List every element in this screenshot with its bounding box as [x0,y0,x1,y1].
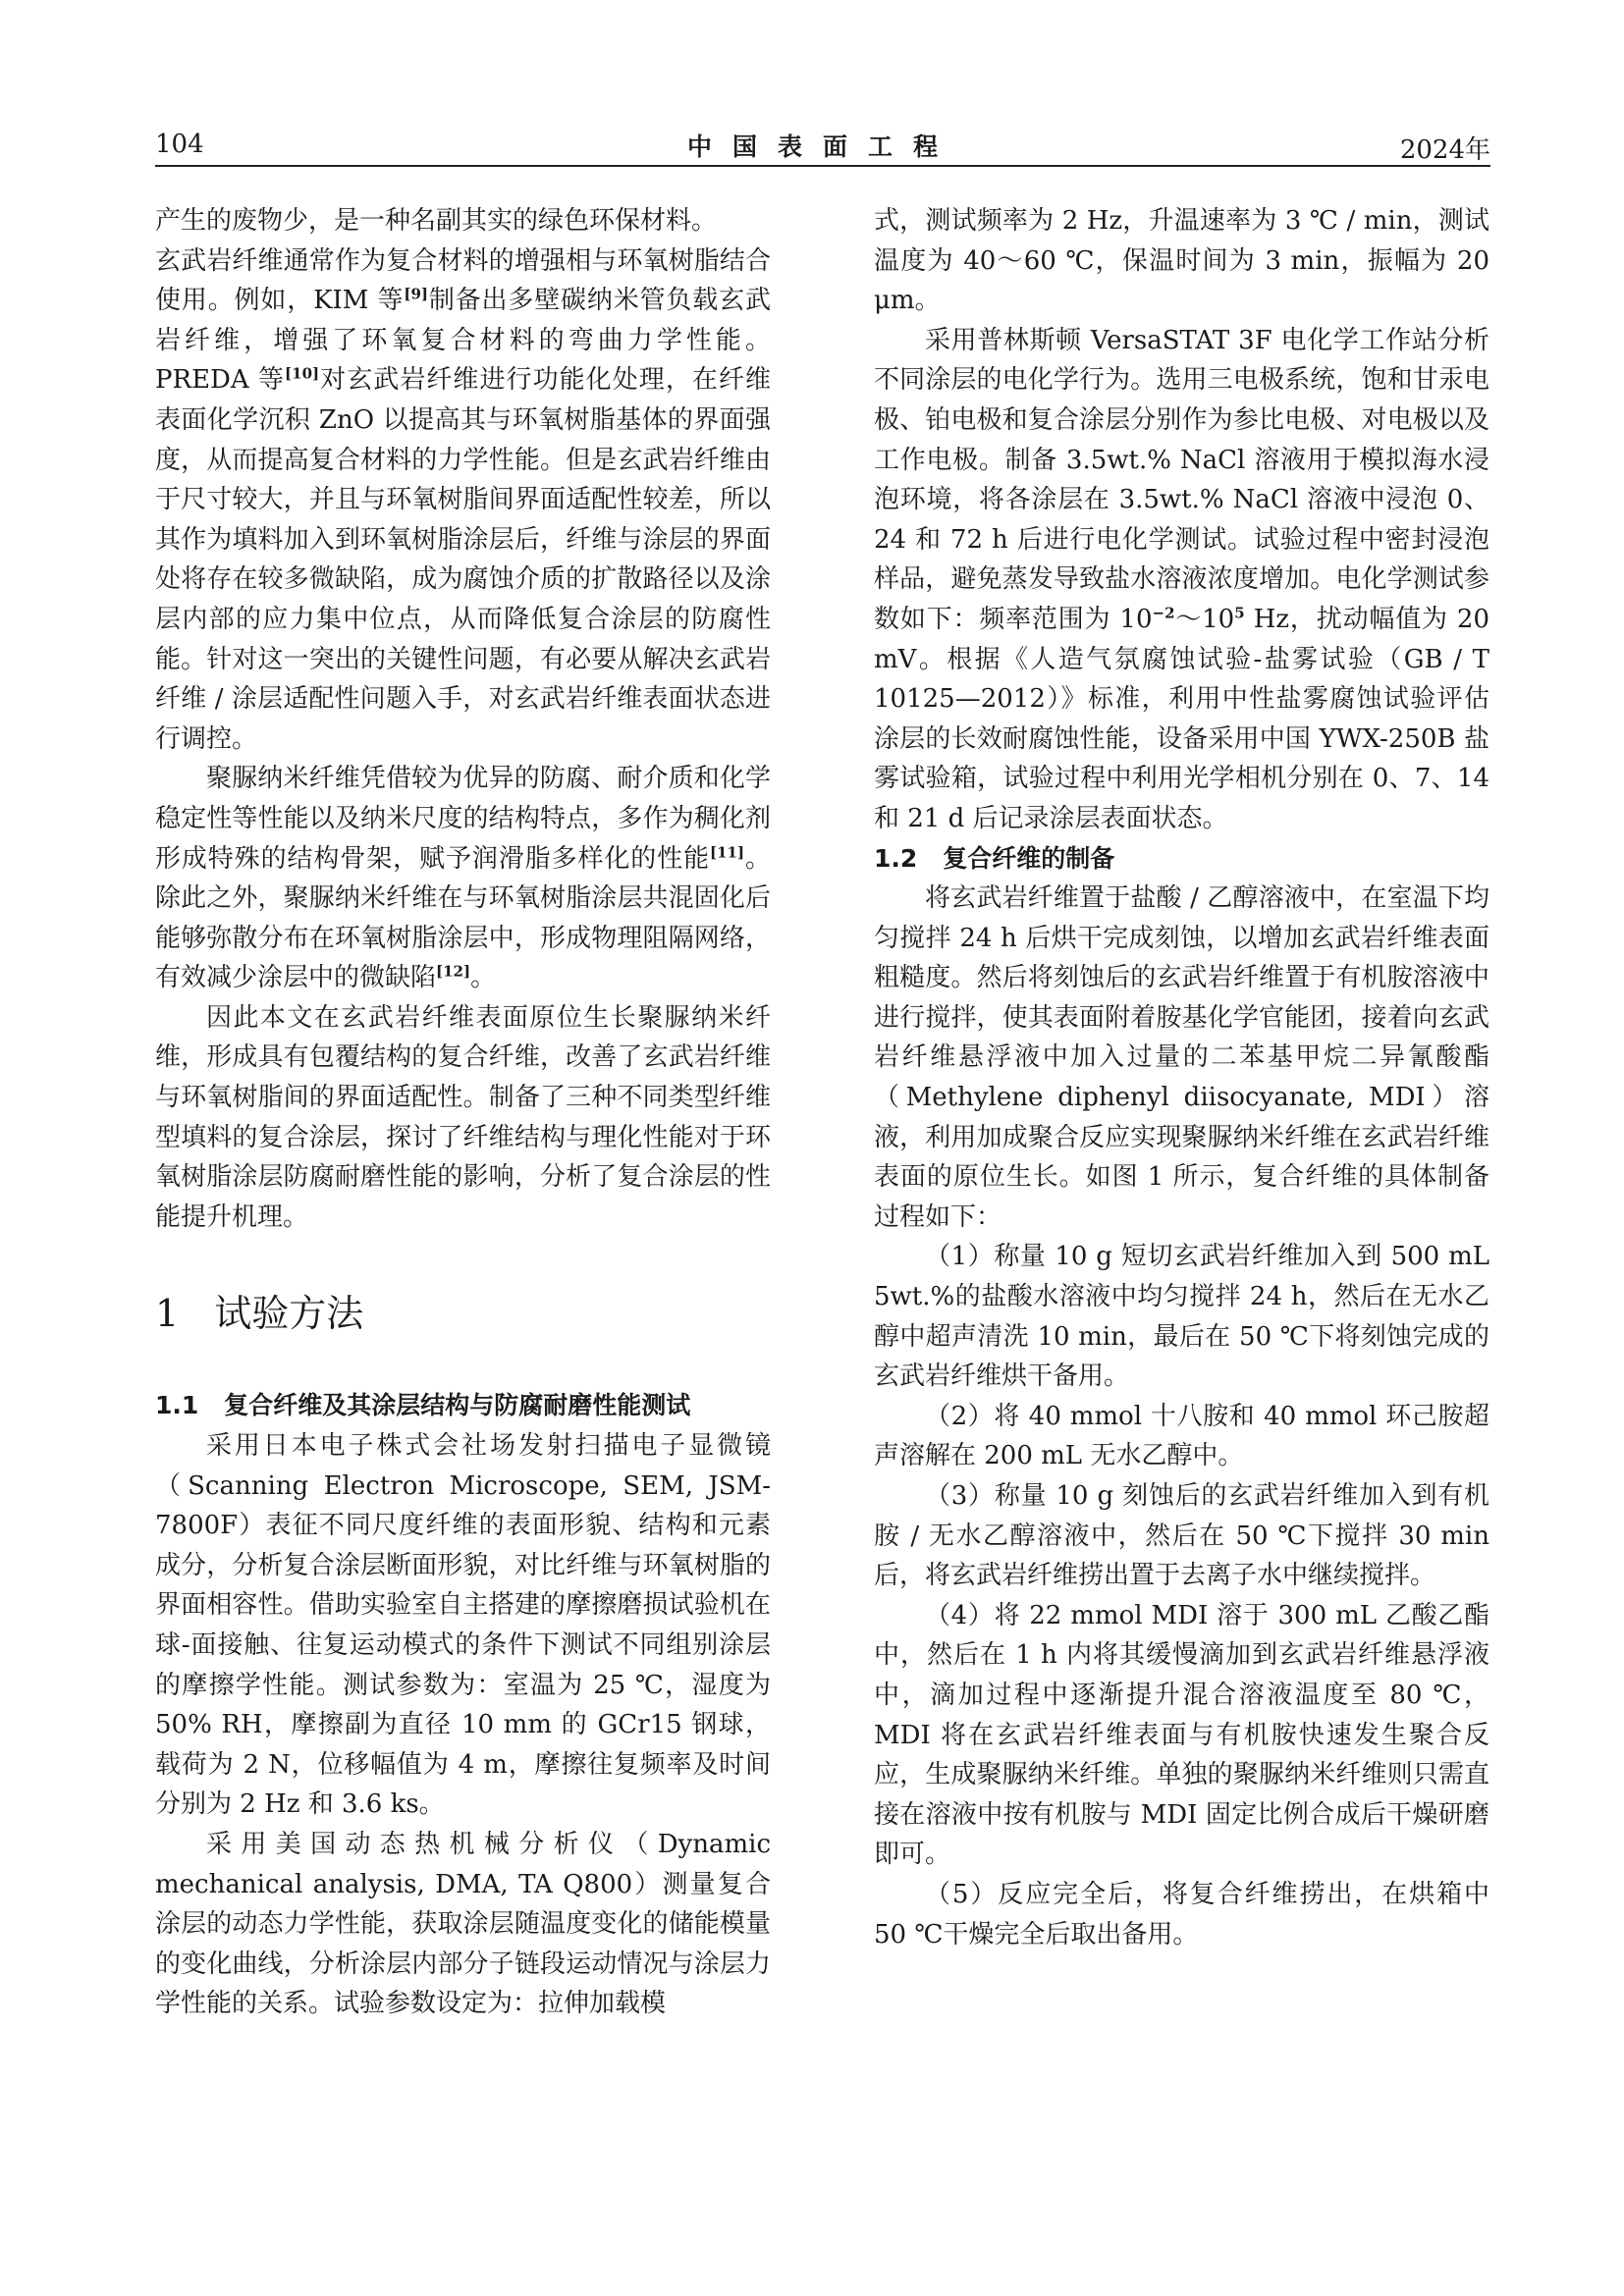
exponent: −2 [1152,604,1175,622]
right-column [874,201,1489,1954]
paragraph-dma-continued: 式，测试频率为 2 Hz，升温速率为 3 ℃ / min，测试温度为 40～60 ℃，保温时间为 3 min，振幅为 20 μm。 [874,206,1489,316]
step-item: （3）称量 10 g 刻蚀后的玄武岩纤维加入到有机胺 / 无水乙醇溶液中，然后在 50 ℃下搅拌 30 min 后，将玄武岩纤维捞出置于去离子水中继续搅拌。 [874,1481,1489,1591]
paragraph-sem-tribology: 采用日本电子株式会社场发射扫描电子显微镜（Scanning Electron Microscope, SEM, JSM-7800F）表征不同尺度纤维的表面形貌、结构和元素成分，分析复合涂层断面形貌，对比纤维与环氧树脂的界面相容性。借助实验室自主搭建的摩擦磨损试验机在球-面接触、往复运动模式的条件下测试不同组别涂层的摩擦学性能。测试参数为：室温为 25 ℃，湿度为 50% RH，摩擦副为直径 10 mm 的 GCr15 钢球，载荷为 2 N，位移幅值为 4 m，摩擦往复频率及时间分别为 2 Hz 和 3.6 ks。 [155,1431,771,1820]
subsection-heading: 1.2 复合纤维的制备 [874,843,1115,873]
paragraph-polyurea: 聚脲纳米纤维凭借较为优异的防腐、耐介质和化学稳定性等性能以及纳米尺度的结构特点，多作为稠化剂形成特殊的结构骨架，赋予润滑脂多样化的性能[11]。除此之外，聚脲纳米纤维在与环氧树脂涂层共混固化后能够弥散分布在环氧树脂涂层中，形成物理阻隔网络，有效减少涂层中的微缺陷[12]。 [155,764,771,993]
paragraph-basalt-fiber: 玄武岩纤维通常作为复合材料的增强相与环氧树脂结合使用。例如，KIM 等[9]制备出多壁碳纳米管负载玄武岩纤维，增强了环氧复合材料的弯曲力学性能。PREDA 等[10]对玄武岩纤维进行功能化处理，在纤维表面化学沉积 ZnO 以提高其与环氧树脂基体的界面强度，从而提高复合材料的力学性能。但是玄武岩纤维由于尺寸较大，并且与环氧树脂间界面适配性较差，所以其作为填料加入到环氧树脂涂层后，纤维与涂层的界面处将存在较多微缺陷，成为腐蚀介质的扩散路径以及涂层内部的应力集中位点，从而降低复合涂层的防腐性能。针对这一突出的关键性问题，有必要从解决玄武岩纤维 / 涂层适配性问题入手，对玄武岩纤维表面状态进行调控。 [155,245,771,754]
citation-ref: [12] [436,962,471,981]
citation-ref: [11] [710,842,745,861]
paragraph-dma: 采用美国动态热机械分析仪（Dynamic mechanical analysis, DMA, TA Q800）测量复合涂层的动态力学性能，获取涂层随温度变化的储能模量的变化曲线，分析涂层内部分子链段运动情况与涂层力学性能的关系。试验参数设定为：拉伸加载模 [155,1829,771,2019]
exponent: 5 [1234,604,1245,622]
page-header [155,126,1490,165]
publication-year: 2024年 [1399,135,1490,165]
page-number: 104 [155,130,204,159]
header-rule [155,165,1490,167]
citation-ref: [10] [285,364,320,383]
journal-title: 中国表面工程 [686,133,958,161]
left-column [155,201,771,2024]
citation-ref: [9] [404,285,428,303]
subsection-heading: 1.1 复合纤维及其涂层结构与防腐耐磨性能测试 [155,1391,691,1420]
step-item: （5）反应完全后，将复合纤维捞出，在烘箱中 50 ℃干燥完全后取出备用。 [874,1879,1489,1949]
paragraph-preparation: 将玄武岩纤维置于盐酸 / 乙醇溶液中，在室温下均匀搅拌 24 h 后烘干完成刻蚀，以增加玄武岩纤维表面粗糙度。然后将刻蚀后的玄武岩纤维置于有机胺溶液中进行搅拌，使其表面附着胺基化学官能团，接着向玄武岩纤维悬浮液中加入过量的二苯基甲烷二异氰酸酯（Methylene diphenyl diisocyanate, MDI）溶液，利用加成聚合反应实现聚脲纳米纤维在玄武岩纤维表面的原位生长。如图 1 所示，复合纤维的具体制备过程如下： [874,883,1489,1232]
step-item: （4）将 22 mmol MDI 溶于 300 mL 乙酸乙酯中，然后在 1 h 内将其缓慢滴加到玄武岩纤维悬浮液中，滴加过程中逐渐提升混合溶液温度至 80 ℃，MDI 将在玄武岩纤维表面与有机胺快速发生聚合反应，生成聚脲纳米纤维。单独的聚脲纳米纤维则只需直接在溶液中按有机胺与 MDI 固定比例合成后干燥研磨即可。 [874,1600,1489,1870]
paragraph-continued: 产生的废物少，是一种名副其实的绿色环保材料。 [155,206,718,236]
step-item: （1）称量 10 g 短切玄武岩纤维加入到 500 mL 5wt.%的盐酸水溶液中均匀搅拌 24 h，然后在无水乙醇中超声清洗 10 min，最后在 50 ℃下将刻蚀完成的玄武岩纤维烘干备用。 [874,1242,1489,1392]
step-item: （2）将 40 mmol 十八胺和 40 mmol 环己胺超声溶解在 200 mL 无水乙醇中。 [874,1401,1489,1471]
paragraph-electrochemical: 采用普林斯顿 VersaSTAT 3F 电化学工作站分析不同涂层的电化学行为。选用三电极系统，饱和甘汞电极、铂电极和复合涂层分别作为参比电极、对电极以及工作电极。制备 3.5wt.% NaCl 溶液用于模拟海水浸泡环境，将各涂层在 3.5wt.% NaCl 溶液中浸泡 0、24 和 72 h 后进行电化学测试。试验过程中密封浸泡样品，避免蒸发导致盐水溶液浓度增加。电化学测试参数如下：频率范围为 $10^{-2}\sim 10^5$ Hz，扰动幅值为 20 mV。根据《人造气氛腐蚀试验-盐雾试验（GB / T 10125—2012）》标准，利用中性盐雾腐蚀试验评估涂层的长效耐腐蚀性能，设备采用中国 YWX-250B 盐雾试验箱，试验过程中利用光学相机分别在 0、7、14 和 21 d 后记录涂层表面状态。 [874,325,1489,833]
paragraph-this-work: 因此本文在玄武岩纤维表面原位生长聚脲纳米纤维，形成具有包覆结构的复合纤维，改善了玄武岩纤维与环氧树脂间的界面适配性。制备了三种不同类型纤维型填料的复合涂层，探讨了纤维结构与理化性能对于环氧树脂涂层防腐耐磨性能的影响，分析了复合涂层的性能提升机理。 [155,1002,771,1232]
section-heading: 1 试验方法 [155,1292,364,1336]
